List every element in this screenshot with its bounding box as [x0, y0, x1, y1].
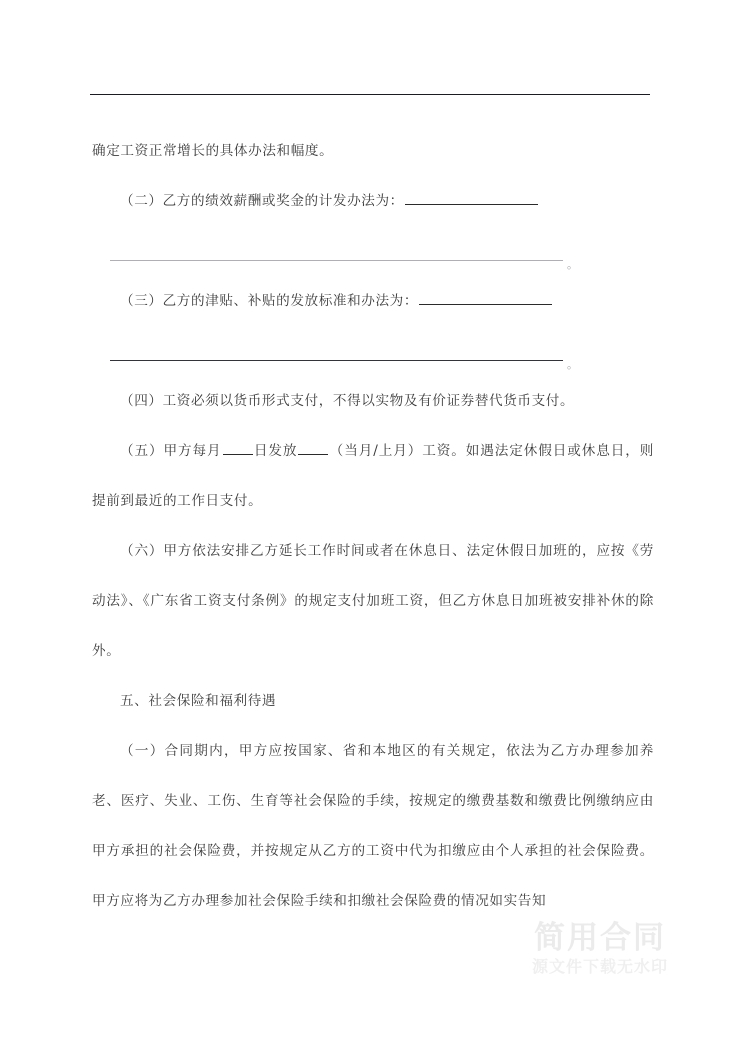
blank-field-item-2[interactable] [405, 191, 538, 205]
section-heading-social-insurance: 五、社会保险和福利待遇 [120, 693, 277, 709]
watermark [505, 922, 695, 979]
paragraph-wage-growth: 确定工资正常增长的具体办法和幅度。 [92, 143, 334, 159]
blank-line-row-item-2 [92, 226, 654, 276]
paragraph-item-5 [92, 426, 654, 526]
blank-field-pay-month[interactable] [298, 441, 328, 455]
paragraph-section-5-item-1: （一）合同期内，甲方应按国家、省和本地区的有关规定，依法为乙方办理参加养老、医疗、失业、工伤、生育等社会保险的手续，按规定的缴费基数和缴费比例缴纳应由甲方承担的社会保险费，并按规定从乙方的工资中代为扣缴应由个人承担的社会保险费。甲方应将为乙方办理参加社会保险手续和扣缴社会保险费的情况如实告知 [92, 743, 654, 909]
paragraph-item-5-text-c: （当月/上月）工资。如遇法定休假日或休息日，则提前到最近的工作日支付。 [92, 443, 654, 509]
paragraph-item-6: （六）甲方依法安排乙方延长工作时间或者在休息日、法定休假日加班的，应按《劳动法》、《广东省工资支付条例》的规定支付加班工资，但乙方休息日加班被安排补休的除外。 [92, 543, 654, 659]
blank-field-payday[interactable] [223, 441, 253, 455]
watermark-main-text: 简用合同 [534, 920, 666, 956]
paragraph-item-2 [92, 176, 654, 226]
blank-line-period-item-3: 。 [567, 358, 578, 371]
watermark-sub-text: 源文件下载无水印 [531, 957, 668, 977]
paragraph-item-3-text: （三）乙方的津贴、补贴的发放标准和办法为： [120, 293, 419, 309]
blank-field-item-2-continued[interactable] [110, 260, 563, 261]
paragraph-item-5-text-a: （五）甲方每月 [120, 443, 222, 459]
blank-line-period-item-2: 。 [567, 258, 578, 271]
blank-field-item-3[interactable] [419, 291, 552, 305]
paragraph-item-2-text: （二）乙方的绩效薪酬或奖金的计发办法为： [120, 193, 404, 209]
blank-field-item-3-continued[interactable] [110, 360, 563, 361]
document-body [92, 126, 654, 926]
blank-line-row-item-3 [92, 326, 654, 376]
paragraph-item-5-text-b: 日发放 [253, 443, 298, 459]
paragraph-item-4: （四）工资必须以货币形式支付，不得以实物及有价证券替代货币支付。 [120, 393, 575, 409]
page-header-divider [90, 94, 650, 95]
paragraph-item-3 [92, 276, 654, 326]
